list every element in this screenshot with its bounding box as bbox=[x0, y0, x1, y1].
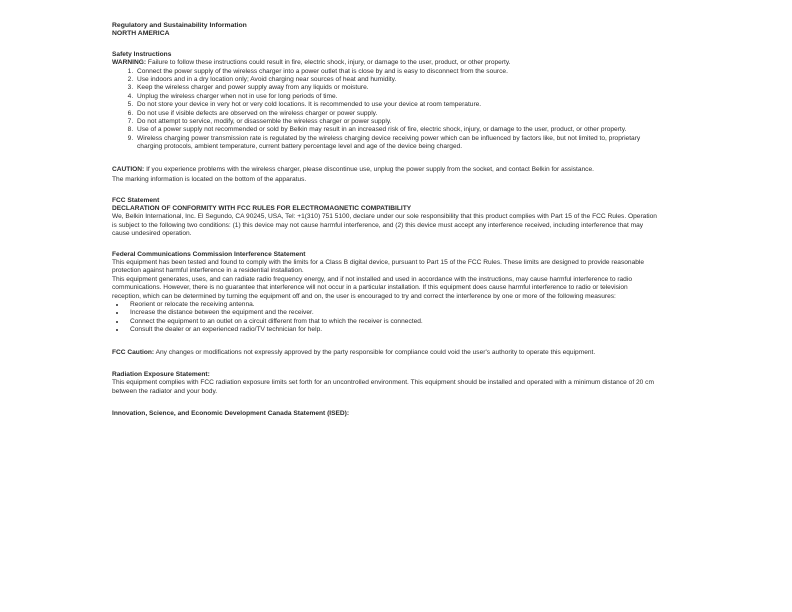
interference-title: Federal Communications Commission Interference Statement bbox=[112, 250, 306, 258]
list-item: • Consult the dealer or an experienced radio/TV technician for help. bbox=[126, 326, 657, 334]
measures-list bbox=[112, 301, 657, 335]
list-item: • Reorient or relocate the receiving antenna. bbox=[126, 301, 657, 309]
list-item: 6. Do not use if visible defects are observed on the wireless charger or power supply. bbox=[135, 110, 657, 118]
list-item: 8. Use of a power supply not recommended or sold by Belkin may result in an increased risk of fire, electric shock, injury, or damage to the user, product, or other property. bbox=[135, 126, 657, 134]
interference-paragraph-1: This equipment has been tested and found to comply with the limits for a Class B digital device, pursuant to Part 15 of the FCC Rules. These limits are designed to provide reasonable protection against harmful interference in a residential installation. bbox=[112, 258, 645, 275]
caution-label: CAUTION: bbox=[112, 165, 145, 173]
safety-title: Safety Instructions bbox=[112, 50, 172, 58]
fcc-caution-text: Any changes or modifications not expressly approved by the party responsible for compliance could void the user's authority to operate this equipment. bbox=[154, 348, 596, 356]
ised-title: Innovation, Science, and Economic Development Canada Statement (ISED): bbox=[112, 410, 350, 418]
fcc-caution bbox=[112, 349, 657, 357]
declaration-title: DECLARATION OF CONFORMITY WITH FCC RULES FOR ELECTROMAGNETIC COMPATIBILITY bbox=[112, 204, 412, 212]
safety-list bbox=[112, 68, 657, 152]
list-item: 3. Keep the wireless charger and power supply away from any liquids or moisture. bbox=[135, 84, 657, 92]
fcc-caution-label: FCC Caution: bbox=[112, 348, 155, 356]
list-item: • Connect the equipment to an outlet on a circuit different from that to which the receiver is connected. bbox=[126, 318, 657, 326]
list-item: 2. Use indoors and in a dry location only; Avoid charging near sources of heat and humidity. bbox=[135, 76, 657, 84]
declaration-text: We, Belkin International, Inc. El Segundo, CA 90245, USA, Tel: +1(310) 751 5100, declare under our sole responsibility that this product complies with Part 15 of the FCC Rules. Operation is subject to the following two conditions: (1) this device may not cause harmful interference, and (2) this device must accept any interference received, including interference that may cause undesired operation. bbox=[112, 213, 657, 238]
document-page bbox=[112, 22, 657, 419]
document-heading: Regulatory and Sustainability Information bbox=[112, 22, 247, 29]
safety-warning bbox=[112, 59, 657, 67]
warning-text: Failure to follow these instructions could result in fire, electric shock, injury, or damage to the user, product, or other property. bbox=[146, 59, 511, 67]
interference-paragraph-2: This equipment generates, uses, and can radiate radio frequency energy, and if not installed and used in accordance with the instructions, may cause harmful interference to radio communications. However, there is no guarantee that interference will not occur in a particular installation. If this equipment does cause harmful interference to radio or television reception, which can be determined by turning the equipment off and on, the user is encouraged to try and correct the interference by one or more of the following measures: bbox=[112, 275, 632, 300]
radiation-title: Radiation Exposure Statement: bbox=[112, 371, 210, 378]
fcc-title: FCC Statement bbox=[112, 196, 160, 204]
region-heading: NORTH AMERICA bbox=[112, 30, 170, 38]
list-item: 9. Wireless charging power transmission rate is regulated by the wireless charging device receiving power which can be influenced by factors like, but not limited to, proprietary charging protocols, ambient temperature, current battery percentage level and age of the device being charged. bbox=[135, 135, 657, 152]
list-item: • Increase the distance between the equipment and the receiver. bbox=[126, 309, 657, 317]
list-item: 7. Do not attempt to service, modify, or disassemble the wireless charger or power supply. bbox=[135, 118, 657, 126]
list-item: 4. Unplug the wireless charger when not in use for long periods of time. bbox=[135, 93, 657, 101]
list-item: 5. Do not store your device in very hot or very cold locations. It is recommended to use your device at room temperature. bbox=[135, 101, 657, 109]
warning-label: WARNING: bbox=[112, 59, 147, 67]
list-item: 1. Connect the power supply of the wireless charger into a power outlet that is close by and is easy to disconnect from the source. bbox=[135, 68, 657, 76]
safety-caution bbox=[112, 166, 657, 174]
marking-info: The marking information is located on the bottom of the apparatus. bbox=[112, 176, 307, 184]
caution-text: If you experience problems with the wireless charger, please discontinue use, unplug the power supply from the socket, and contact Belkin for assistance. bbox=[144, 165, 594, 173]
radiation-text: This equipment complies with FCC radiation exposure limits set forth for an uncontrolled environment. This equipment should be installed and operated with a minimum distance of 20 cm between the radiator and your body. bbox=[112, 379, 654, 395]
